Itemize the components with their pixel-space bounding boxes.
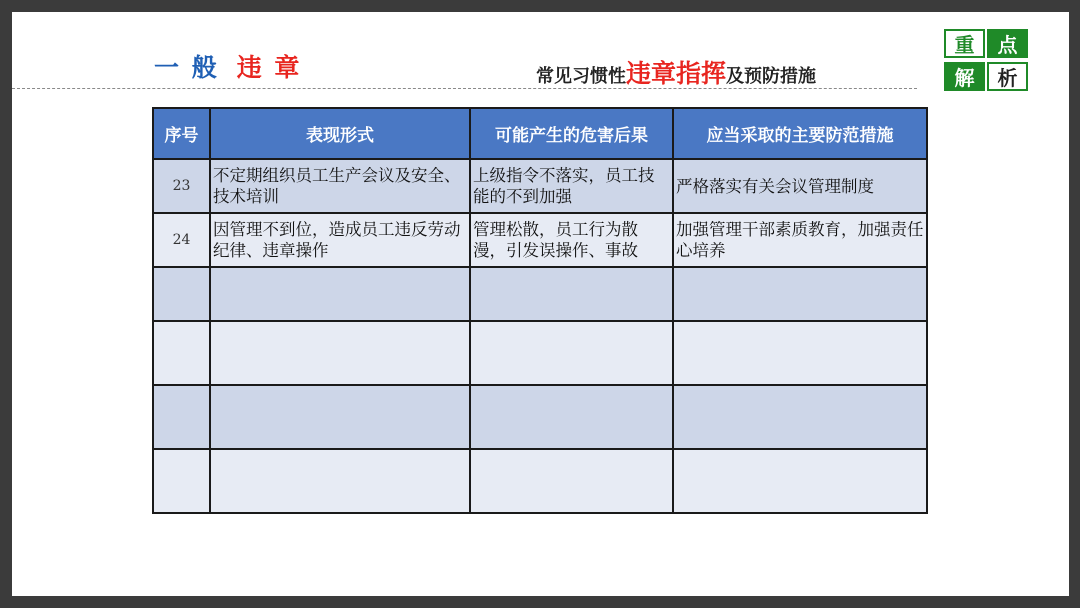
dotted-divider (12, 88, 917, 89)
section-title-part2: 违 章 (236, 53, 302, 82)
badge-char-2: 点 (987, 29, 1028, 58)
cell-harm (470, 321, 673, 385)
cell-form: 因管理不到位，造成员工违反劳动纪律、违章操作 (210, 213, 470, 267)
cell-measure (673, 449, 927, 513)
cell-number (153, 385, 210, 449)
cell-number (153, 267, 210, 321)
subtitle-highlight: 违章指挥 (626, 59, 727, 88)
badge-char-4: 析 (987, 62, 1028, 91)
col-header-measure: 应当采取的主要防范措施 (673, 108, 927, 159)
cell-harm: 上级指令不落实，员工技能的不到加强 (470, 159, 673, 213)
cell-harm (470, 449, 673, 513)
col-header-number: 序号 (153, 108, 210, 159)
violation-table (152, 107, 928, 514)
table-row (153, 159, 927, 213)
table-row (153, 213, 927, 267)
cell-number: 23 (153, 159, 210, 213)
cell-form (210, 321, 470, 385)
cell-form: 不定期组织员工生产会议及安全、技术培训 (210, 159, 470, 213)
cell-form (210, 267, 470, 321)
slide (12, 12, 1069, 596)
cell-measure: 严格落实有关会议管理制度 (673, 159, 927, 213)
cell-number (153, 321, 210, 385)
cell-number: 24 (153, 213, 210, 267)
key-analysis-badge (944, 29, 1030, 93)
table-row (153, 267, 927, 321)
cell-form (210, 449, 470, 513)
cell-form (210, 385, 470, 449)
cell-number (153, 449, 210, 513)
table-header-row (153, 108, 927, 159)
cell-measure: 加强管理干部素质教育，加强责任心培养 (673, 213, 927, 267)
cell-harm (470, 385, 673, 449)
section-title (154, 48, 301, 84)
col-header-harm: 可能产生的危害后果 (470, 108, 673, 159)
cell-harm (470, 267, 673, 321)
slide-subtitle (536, 54, 816, 90)
cell-measure (673, 385, 927, 449)
table-row (153, 449, 927, 513)
subtitle-prefix: 常见习惯性 (536, 66, 626, 87)
cell-measure (673, 321, 927, 385)
subtitle-suffix: 及预防措施 (726, 66, 817, 87)
badge-char-3: 解 (944, 62, 985, 91)
badge-char-1: 重 (944, 29, 985, 58)
table-row (153, 321, 927, 385)
col-header-form: 表现形式 (210, 108, 470, 159)
cell-harm: 管理松散，员工行为散漫，引发误操作、事故 (470, 213, 673, 267)
table-row (153, 385, 927, 449)
section-title-part1: 一 般 (154, 53, 219, 82)
cell-measure (673, 267, 927, 321)
